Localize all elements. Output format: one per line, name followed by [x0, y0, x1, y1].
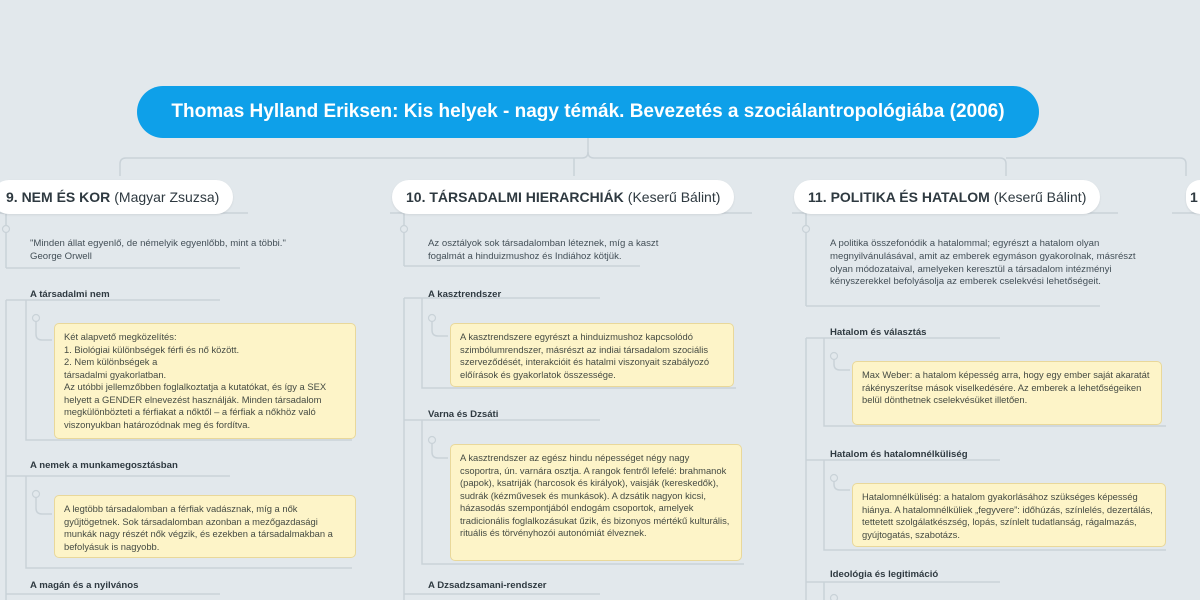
branch-author: (Magyar Zsuzsa) — [114, 189, 220, 205]
quote-text[interactable]: "Minden állat egyenlő, de némelyik egyenlőbb, mint a többi." George Orwell — [30, 238, 286, 262]
subtopic-header[interactable]: A nemek a munkamegosztásban — [30, 460, 178, 471]
note-card[interactable]: A kasztrendszer az egész hindu népességet négy nagy csoportra, ún. varnára osztja. A rangok fentről lefelé: brahmanok (papok), ksatriják (harcosok és királyok), vaisják (kereskedők), sudrák (kézművesek és munkások). A dzsátik nagyon kicsi, házasodás szempontjából endogám csoportok, amelyek tradicionális foglalkozásukat űzik, és bizonyos mértékű kulturális, rituális és törvényhozói autonómiát élveznek. — [450, 444, 742, 561]
branch-author: (Keserű Bálint) — [993, 189, 1087, 205]
branch-author: (Keserű Bálint) — [627, 189, 721, 205]
subtopic-header[interactable]: Hatalom és választás — [830, 327, 927, 338]
branch-title: 10. TÁRSADALMI HIERARCHIÁK — [406, 189, 624, 205]
subtopic-header[interactable]: Ideológia és legitimáció — [830, 569, 939, 580]
branch-title: 11. POLITIKA ÉS HATALOM — [808, 189, 990, 205]
subtopic-header[interactable]: Hatalom és hatalomnélküliség — [830, 449, 968, 460]
central-topic[interactable]: Thomas Hylland Eriksen: Kis helyek - nagy témák. Bevezetés a szociálantropológiába (2006) — [137, 86, 1039, 138]
subtopic-header[interactable]: A társadalmi nem — [30, 289, 110, 300]
subtopic-header[interactable]: A magán és a nyilvános — [30, 580, 139, 591]
note-card[interactable]: A kasztrendszere egyrészt a hinduizmushoz kapcsolódó szimbólumrendszer, másrészt az indiai társadalom szociális szerveződését, interakcióit és hatalmi viszonyait szabályozó előírások és gyakorlatok összessége. — [450, 323, 734, 387]
intro-text[interactable]: A politika összefonódik a hatalommal; egyrészt a hatalom olyan megnyilvánulásával, amit az emberek egymáson gyakorolnak, másrészt olyan módozataival, amelyeken keresztül a társadalom intézményi kényszerekkel befolyásolja az emberek cselekvési lehetőségeit. — [830, 238, 1136, 288]
note-card[interactable]: Max Weber: a hatalom képesség arra, hogy egy ember saját akaratát rákényszerítse mások viselkedésére. Az emberek a lehetőségeiken belül dönthetnek cselekvésüket illetően. — [852, 361, 1162, 425]
branch-topic-nem-es-kor[interactable] — [0, 180, 233, 214]
subtopic-header[interactable]: Varna és Dzsáti — [428, 409, 499, 420]
note-card[interactable]: Két alapvető megközelítés: 1. Biológiai különbségek férfi és nő között. 2. Nem különbségek a társadalmi gyakorlatban. Az utóbbi jellemzőbben foglalkoztatja a kutatókat, és így a SEX helyett a GENDER elnevezést használják. Minden társadalom megkülönbözteti a férfiakat a nőktől – a férfiak a nőkhöz való viszonyukban határozódnak meg és fordítva. — [54, 323, 356, 439]
branch-topic-politika-es-hatalom[interactable] — [794, 180, 1100, 214]
note-card[interactable]: Hatalomnélküliség: a hatalom gyakorlásához szükséges képesség hiánya. A hatalomnélküliek „fegyvere”: időhúzás, színlelés, dezertálás, tettetett szolgálatkészség, lopás, színlelt tudatlanság, rágalmazás, gyújtogatás, szabotázs. — [852, 483, 1166, 547]
subtopic-header[interactable]: A kasztrendszer — [428, 289, 502, 300]
note-card[interactable]: A legtöbb társadalomban a férfiak vadásznak, míg a nők gyűjtögetnek. Sok társadalomban azonban a mezőgazdasági munkák nagy részét nők végzik, és ezekben a társadalmakban a befolyásuk is nagyobb. — [54, 495, 356, 558]
intro-text[interactable]: Az osztályok sok társadalomban léteznek, míg a kaszt fogalmát a hinduizmushoz és Indiához kötjük. — [428, 238, 659, 262]
subtopic-header[interactable]: A Dzsadzsamani-rendszer — [428, 580, 547, 591]
branch-topic-tarsadalmi-hierarchiak[interactable] — [392, 180, 734, 214]
branch-title: 9. NEM ÉS KOR — [6, 189, 111, 205]
branch-title: 1 — [1190, 189, 1198, 205]
